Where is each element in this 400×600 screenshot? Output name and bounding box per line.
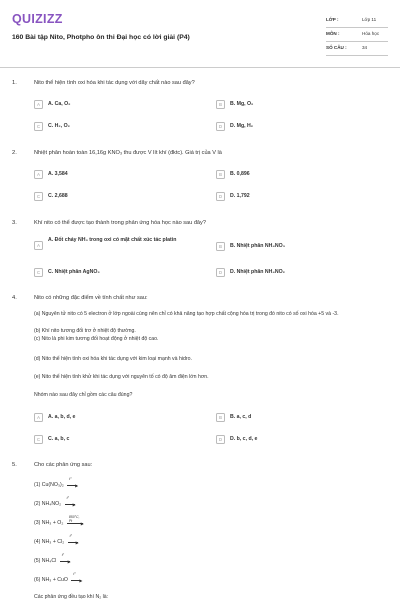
option-badge: C [34,192,43,201]
option-badge: B [216,242,225,251]
reaction-condition: t° [66,496,70,500]
option-text: B. a, c, d [230,413,252,420]
option-badge: D [216,122,225,131]
option-b[interactable] [216,98,386,110]
question-number: 4. [12,295,17,301]
page-title: 160 Bài tập Nito, Photpho ôn thi Đại học có lời giải (P4) [12,34,190,41]
option-a[interactable] [34,98,204,110]
meta-table [326,14,388,56]
option-badge: C [34,122,43,131]
reaction-4 [34,534,79,546]
option-a[interactable] [34,411,204,423]
reaction-formula: (4) NH₃ + Cl₂ [34,539,65,545]
option-text: B. Mg, O₂ [230,100,254,107]
arrow-icon: t° ▶ [69,477,79,488]
reaction-5 [34,553,71,565]
option-d[interactable] [216,190,386,202]
meta-key: MÔN : [326,31,340,36]
option-badge: B [216,413,225,422]
option-b[interactable] [216,240,386,252]
arrow-icon: t° ▶ [73,572,83,583]
reaction-condition: t° [73,572,76,576]
question-2 [12,150,388,210]
option-a[interactable] [34,237,204,255]
meta-key: SỐ CÂU : [326,45,347,50]
meta-row-subject [326,28,388,42]
statement-d: (d) Nito thể hiện tính oxi hóa khi tác dụng với kim loại mạnh và hidro. [34,356,192,362]
question-1 [12,80,388,140]
option-text: A. Ca, O₂ [48,100,71,107]
option-text: A. Đốt cháy NH₃ trong oxi có mặt chất xúc tác platin [48,237,177,243]
meta-row-count [326,42,388,56]
reaction-1 [34,477,79,489]
reaction-formula: (2) NH₄NO₂ [34,501,62,507]
option-d[interactable] [216,120,386,132]
option-text: D. Mg, H₂ [230,122,254,129]
reaction-6 [34,572,83,584]
quizizz-logo: QUIZIZZ [12,12,63,26]
question-number: 1. [12,80,17,86]
option-text: C. 2,688 [48,192,68,199]
meta-key: LỚP : [326,17,339,22]
option-badge: B [216,170,225,179]
arrow-icon: 850°C, Pt ▶ [68,515,84,526]
option-c[interactable] [34,266,204,278]
arrow-icon: t° ▶ [61,553,71,564]
meta-value: Hóa học [362,31,380,36]
meta-value: Lớp 11 [362,17,377,22]
option-b[interactable] [216,168,386,180]
option-badge: A [34,413,43,422]
option-badge: A [34,100,43,109]
option-text: D. 1,792 [230,192,250,199]
option-badge: C [34,435,43,444]
meta-value: 34 [362,45,368,50]
reaction-2 [34,496,76,508]
question-number: 2. [12,150,17,156]
option-a[interactable] [34,168,204,180]
option-text: A. a, b, d, e [48,413,76,420]
option-text: C. Nhiệt phân AgNO₃ [48,268,100,275]
reaction-condition: 850°C, Pt [68,515,80,524]
reaction-condition: t° [61,553,65,557]
statement-e: (e) Nito thể hiện tính khử khi tác dụng với nguyên tố có độ âm điện lớn hơn. [34,374,209,380]
question-number: 5. [12,462,17,468]
option-badge: D [216,268,225,277]
option-badge: D [216,435,225,444]
reaction-formula: (6) NH₃ + CuO [34,577,68,583]
question-number: 3. [12,220,17,226]
reaction-3 [34,515,84,527]
option-c[interactable] [34,120,204,132]
statement-c: (c) Nito là phi kim tương đối hoạt động ở nhiệt độ cao. [34,335,159,342]
option-badge: D [216,192,225,201]
option-badge: C [34,268,43,277]
question-text: Nhiệt phân hoàn toàn 16,16g KNO₃ thu được V lít khí (đktc). Giá trị của V là [34,150,222,156]
reaction-formula: (3) NH₃ + O₂ [34,520,64,526]
statement-a: (a) Nguyên tử nito có 5 electron ở lớp ngoài cùng nên chỉ có khả năng tạo hợp chất cộng hóa trị trong đó nito có số oxi hóa +5 và -3. [34,311,339,317]
reaction-condition: t° [69,477,72,481]
option-text: C. a, b, c [48,435,70,442]
statement-b: (b) Khí nito tương đối trơ ở nhiệt độ thường. [34,328,136,334]
question-4 [12,295,388,450]
question-text: Nito thể hiện tính oxi hóa khi tác dụng với dãy chất nào sau đây? [34,80,195,86]
reaction-formula: (1) Cu(NO₃)₂ [34,482,64,488]
question-text: Cho các phản ứng sau: [34,462,93,468]
arrow-icon: t° ▶ [69,534,79,545]
option-d[interactable] [216,266,386,278]
option-c[interactable] [34,190,204,202]
meta-row-class [326,14,388,28]
option-badge: A [34,241,43,250]
question-5 [12,462,388,600]
option-text: B. Nhiệt phân NH₄NO₃ [230,242,286,249]
arrow-icon: t° ▶ [66,496,76,507]
option-badge: A [34,170,43,179]
option-c[interactable] [34,433,204,445]
question-prompt: Nhóm nào sau đây chỉ gồm các câu đúng? [34,392,133,398]
question-text: Khí nito có thể được tạo thành trong phản ứng hóa học nào sau đây? [34,220,206,226]
question-text: Nito có những đặc điểm về tính chất như sau: [34,295,148,301]
document-header [0,0,400,68]
question-trailing-text: Các phản ứng đều tạo khí N₂ là: [34,594,109,600]
option-text: D. b, c, d, e [230,435,258,442]
option-text: D. Nhiệt phân NH₄NO₂ [230,268,285,275]
option-text: B. 0,896 [230,170,250,177]
reaction-formula: (5) NH₄Cl [34,558,57,564]
reaction-condition: t° [69,534,73,538]
question-3 [12,220,388,288]
option-d[interactable] [216,433,386,445]
option-badge: B [216,100,225,109]
option-text: C. H₂, O₂ [48,122,70,129]
option-text: A. 3,584 [48,170,68,177]
option-b[interactable] [216,411,386,423]
